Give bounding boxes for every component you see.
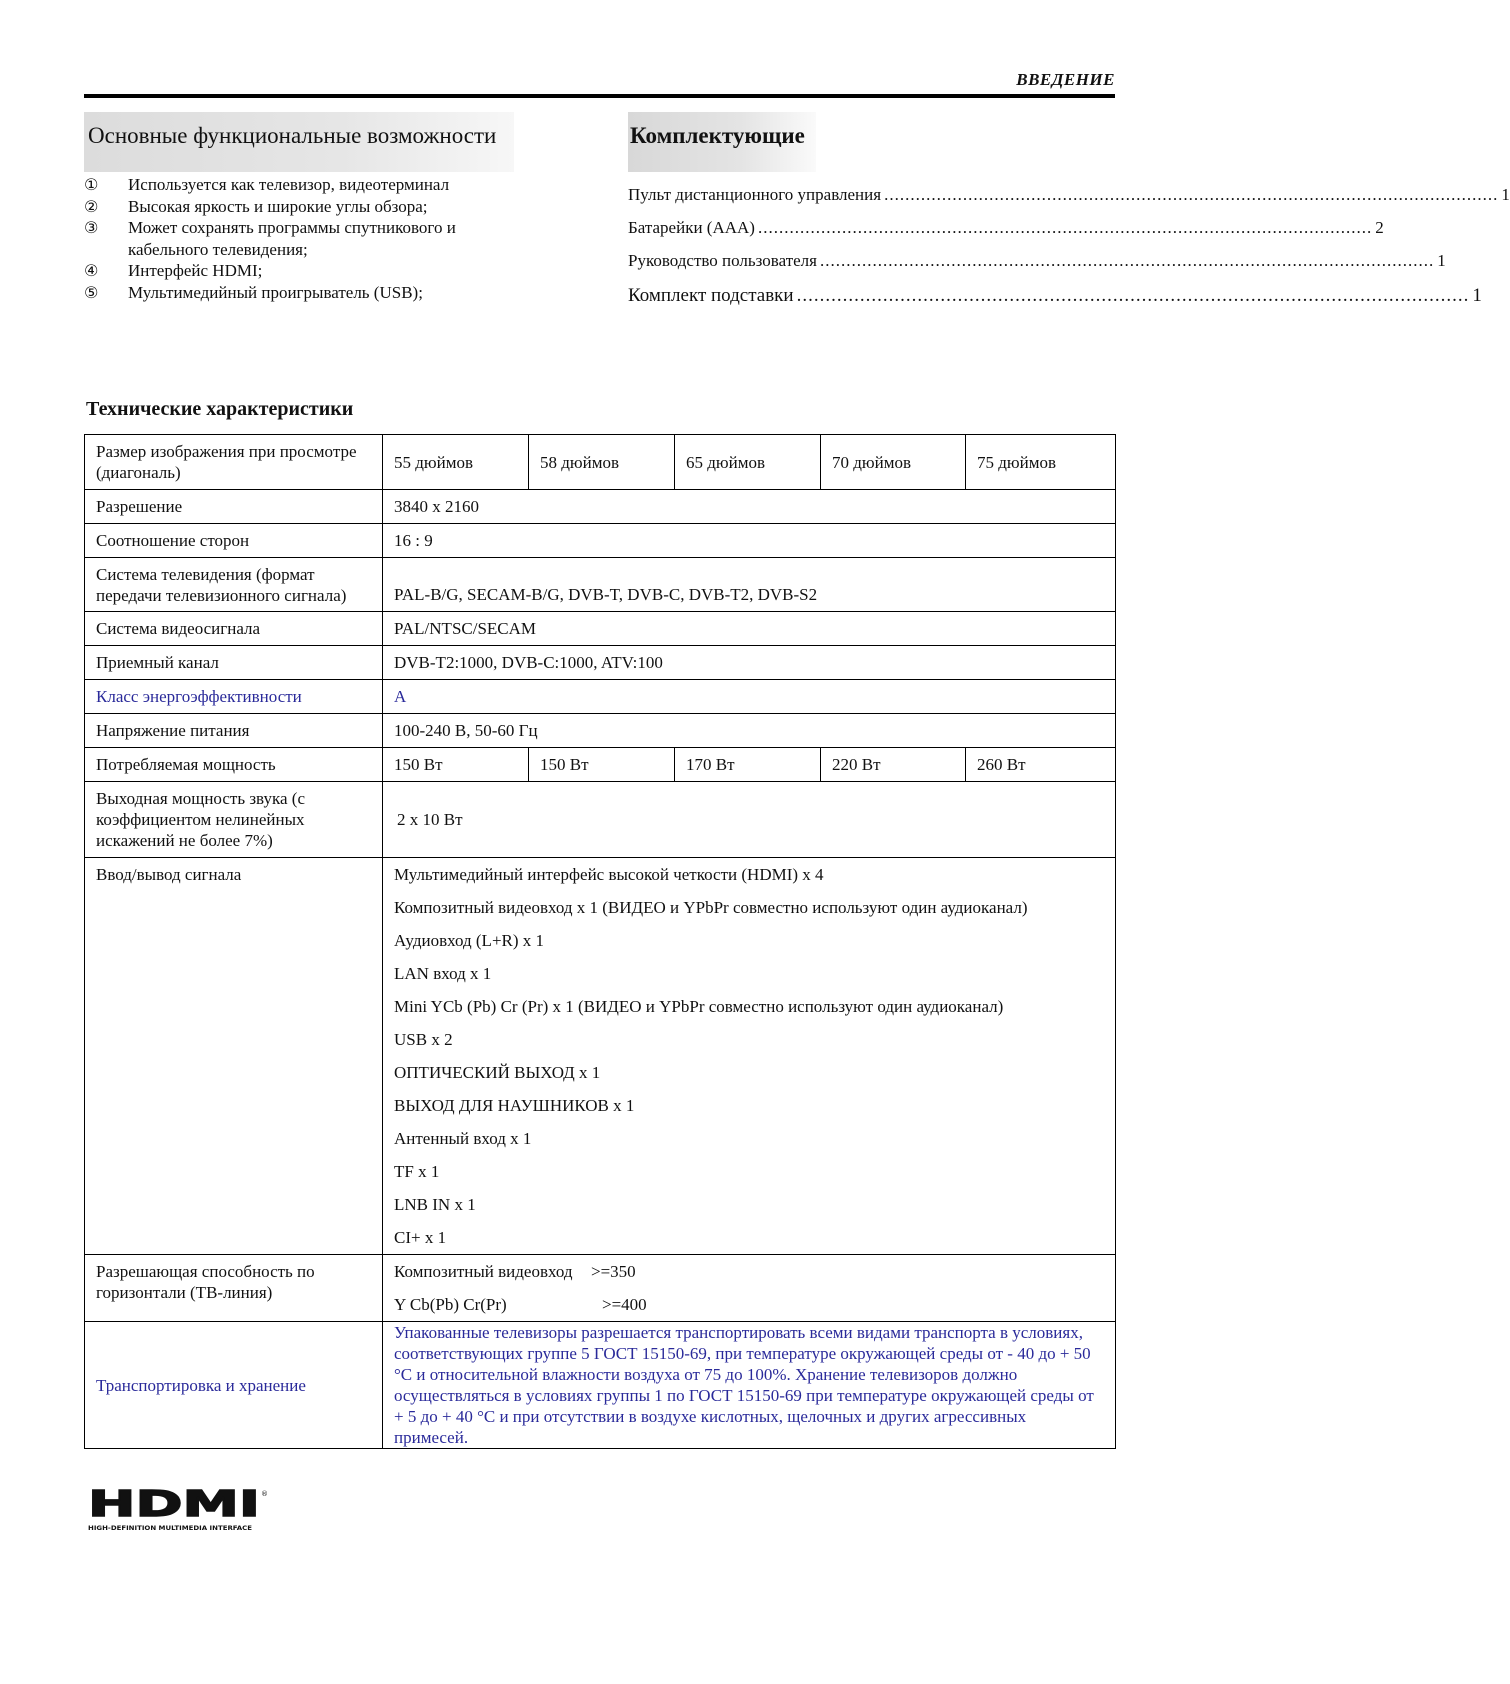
spec-label: Транспортировка и хранение (85, 1322, 383, 1449)
kit-item (628, 251, 1446, 271)
feature-number: ① (84, 175, 99, 194)
kit-item-qty: 1 (1437, 251, 1446, 270)
io-item: ОПТИЧЕСКИЙ ВЫХОД x 1 (394, 1063, 601, 1082)
io-item: USB x 2 (394, 1030, 453, 1049)
io-item: TF x 1 (394, 1162, 440, 1181)
spec-value: 75 дюймов (966, 435, 1116, 490)
spec-value: 2 x 10 Вт (383, 782, 1116, 858)
spec-value: 3840 x 2160 (383, 490, 1116, 524)
spec-value: Упакованные телевизоры разрешается транспортировать всеми видами транспорта в условиях, соответствующих группе 5 ГОСТ 15150-69, при температуре окружающей среды от - 40 до + 50 °С и относительной влажности воздуха от 75 до 100%. Хранение телевизоров должно осуществляться в условиях группы 1 по ГОСТ 15150-69 при температуре окружающей среды от + 5 до + 40 °С и при отсутствии в воздухе кислотных, щелочных и других агрессивных примесей. (383, 1322, 1116, 1449)
spec-value: 58 дюймов (529, 435, 675, 490)
feature-number: ② (84, 196, 99, 216)
feature-number: ④ (84, 261, 99, 280)
leader-dots (797, 285, 1470, 307)
hres-name: Y Cb(Pb) Cr(Pr) (394, 1295, 507, 1314)
feature-item (84, 260, 514, 282)
table-row (85, 714, 1116, 748)
spec-label: Класс энергоэффективности (85, 680, 383, 714)
spec-label: Выходная мощность звука (с коэффициентом нелинейных искажений не более 7%) (85, 782, 383, 858)
table-row (85, 646, 1116, 680)
table-row (85, 782, 1116, 858)
feature-number (84, 239, 128, 261)
feature-text: Мультимедийный проигрыватель (USB); (128, 282, 423, 302)
table-row (85, 1255, 1116, 1322)
feature-text: кабельного телевидения; (128, 239, 308, 259)
feature-number: ⑤ (84, 282, 99, 302)
io-item: LAN вход x 1 (394, 964, 492, 983)
spec-label: Потребляемая мощность (85, 748, 383, 782)
io-item: Мультимедийный интерфейс высокой четкости (HDMI) x 4 (394, 865, 824, 884)
spec-label: Разрешающая способность по горизонтали (ТВ-линия) (85, 1255, 383, 1322)
spec-value: 16 : 9 (383, 524, 1116, 558)
feature-item (84, 217, 514, 239)
kit-item (628, 218, 1384, 238)
hres-item (394, 1288, 1104, 1321)
spec-value: 150 Вт (529, 748, 675, 782)
table-row (85, 490, 1116, 524)
table-row (85, 558, 1116, 612)
table-row (85, 680, 1116, 714)
leader-dots (884, 185, 1498, 205)
kit-item-qty: 1 (1501, 185, 1510, 204)
spec-value: 150 Вт (383, 748, 529, 782)
feature-text: Высокая яркость и широкие углы обзора; (128, 196, 428, 216)
hres-list (383, 1255, 1116, 1322)
kit-item-name: Руководство пользователя (628, 251, 817, 270)
spec-value: DVB-T2:1000, DVB-C:1000, ATV:100 (383, 646, 1116, 680)
io-item: CI+ x 1 (394, 1228, 447, 1247)
section-title: ВВЕДЕНИЕ (1016, 70, 1115, 89)
feature-number: ③ (84, 218, 99, 237)
hdmi-logo-text: HDMI (88, 1484, 260, 1525)
spec-value: 220 Вт (821, 748, 966, 782)
io-item: Mini YCb (Pb) Cr (Pr) x 1 (ВИДЕО и YPbPr совместно используют один аудиоканал) (394, 997, 1004, 1016)
spec-value: 100-240 В, 50-60 Гц (383, 714, 1116, 748)
spec-value: 260 Вт (966, 748, 1116, 782)
spec-label: Система телевидения (формат передачи телевизионного сигнала) (85, 558, 383, 612)
spec-label: Ввод/вывод сигнала (85, 858, 383, 1255)
hdmi-logo (88, 1484, 268, 1533)
leader-dots (820, 251, 1434, 271)
table-row (85, 524, 1116, 558)
spec-value: 65 дюймов (675, 435, 821, 490)
spec-value: PAL/NTSC/SECAM (383, 612, 1116, 646)
feature-item (84, 174, 514, 196)
spec-label: Система видеосигнала (85, 612, 383, 646)
kit-item (628, 285, 1482, 307)
table-row (85, 612, 1116, 646)
spec-value: 70 дюймов (821, 435, 966, 490)
io-item: LNB IN x 1 (394, 1195, 476, 1214)
kit-item-name: Пульт дистанционного управления (628, 185, 882, 204)
spec-value: 55 дюймов (383, 435, 529, 490)
hres-item (394, 1255, 1104, 1288)
features-list (84, 174, 514, 303)
kit-item-qty: 2 (1375, 218, 1384, 237)
hres-value: >=350 (591, 1262, 636, 1281)
io-item: ВЫХОД ДЛЯ НАУШНИКОВ x 1 (394, 1096, 635, 1115)
hres-name: Композитный видеовход (394, 1262, 573, 1281)
kit-item (628, 185, 1510, 205)
table-row (85, 1322, 1116, 1449)
kit-item-name: Батарейки (AAA) (628, 218, 755, 237)
spec-value: PAL-B/G, SECAM-B/G, DVB-T, DVB-C, DVB-T2, DVB-S2 (383, 558, 1116, 612)
spec-value: A (383, 680, 1116, 714)
spec-value: 170 Вт (675, 748, 821, 782)
registered-mark-icon: ® (261, 1490, 268, 1498)
hdmi-logo-subtitle: HIGH-DEFINITION MULTIMEDIA INTERFACE (88, 1525, 252, 1532)
feature-text: Используется как телевизор, видеотерминал (128, 175, 450, 194)
io-item: Композитный видеовход x 1 (ВИДЕО и YPbPr совместно используют один аудиоканал) (394, 898, 1028, 917)
feature-item (84, 282, 514, 304)
spec-label: Размер изображения при просмотре (диагональ) (85, 435, 383, 490)
spec-label: Соотношение сторон (85, 524, 383, 558)
feature-item (84, 196, 514, 218)
feature-text: Может сохранять программы спутникового и (128, 218, 456, 237)
specs-heading: Технические характеристики (86, 398, 354, 420)
features-heading: Основные функциональные возможности (84, 112, 514, 172)
table-row (85, 748, 1116, 782)
header-divider (84, 94, 1115, 98)
leader-dots (758, 218, 1372, 238)
kit-heading: Комплектующие (628, 112, 816, 172)
kit-item-name: Комплект подставки (628, 285, 794, 306)
feature-item (84, 239, 514, 261)
specs-table (84, 434, 1116, 1449)
spec-label: Разрешение (85, 490, 383, 524)
spec-label: Напряжение питания (85, 714, 383, 748)
table-row (85, 858, 1116, 1255)
hres-value: >=400 (602, 1295, 647, 1314)
spec-label: Приемный канал (85, 646, 383, 680)
io-item: Антенный вход x 1 (394, 1129, 532, 1148)
io-list (383, 858, 1116, 1255)
kit-item-qty: 1 (1472, 285, 1482, 306)
io-item: Аудиовход (L+R) x 1 (394, 931, 545, 950)
feature-text: Интерфейс HDMI; (128, 261, 263, 280)
table-row (85, 435, 1116, 490)
